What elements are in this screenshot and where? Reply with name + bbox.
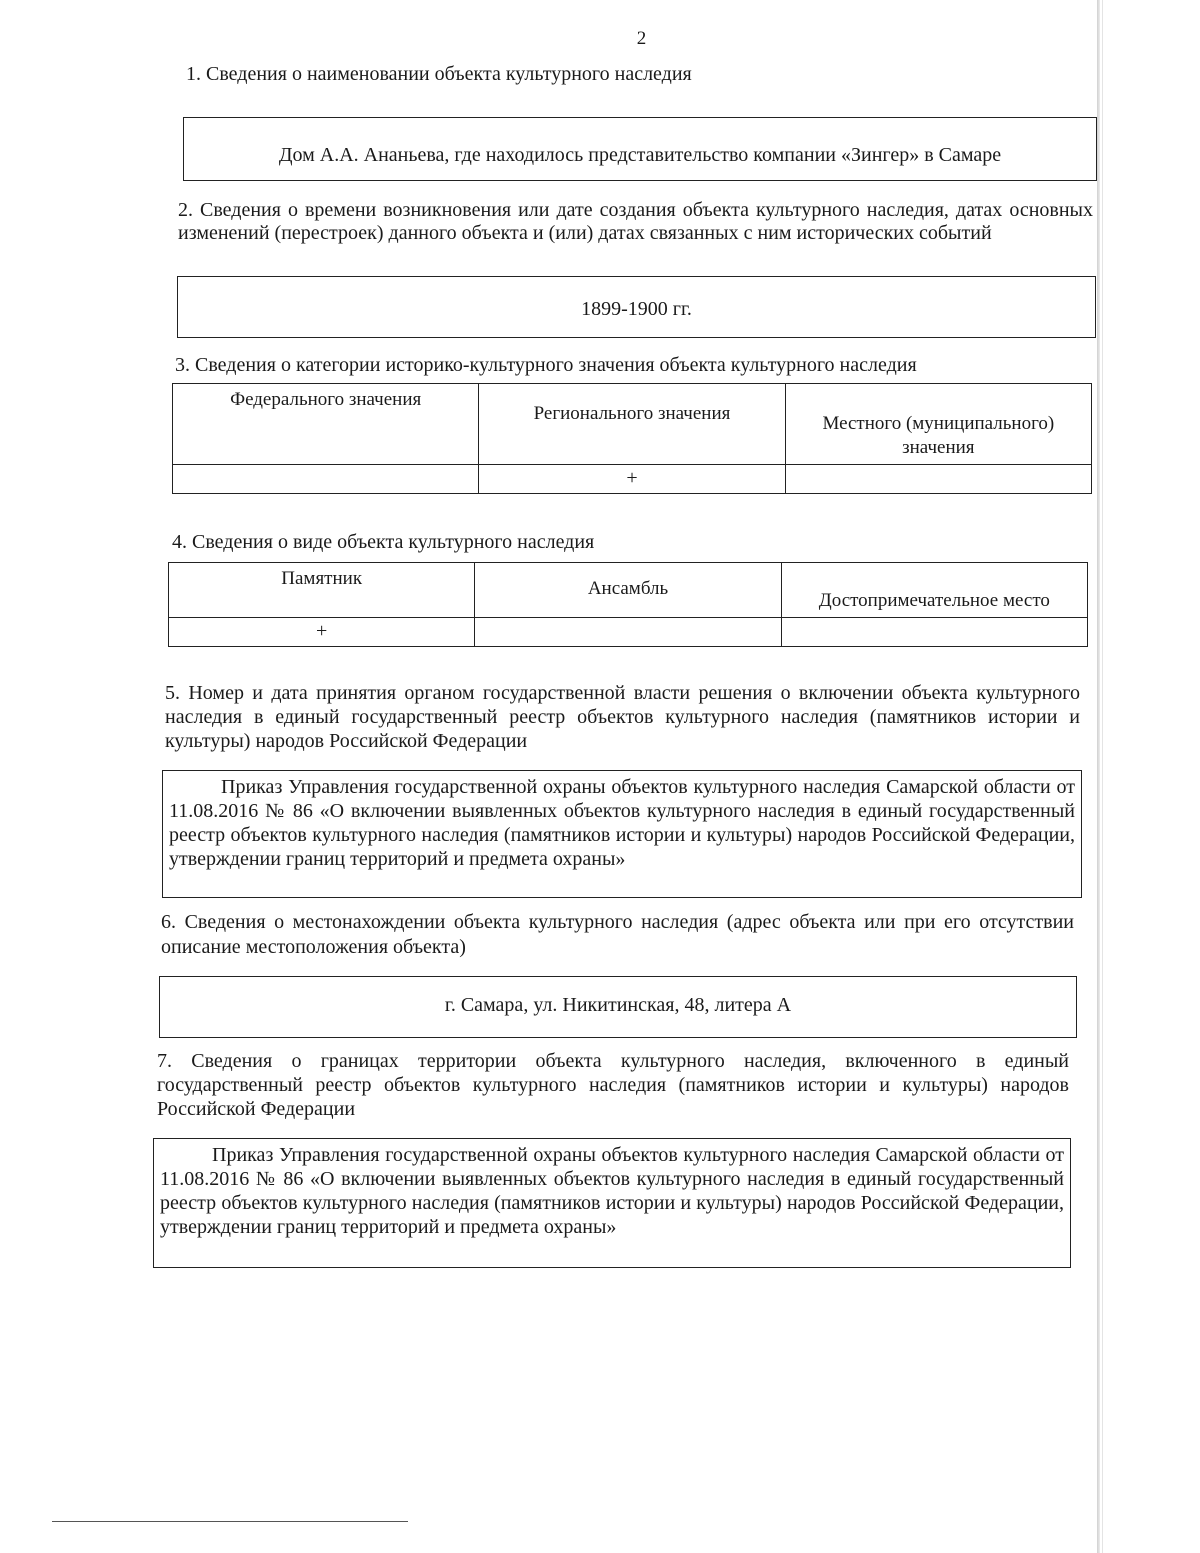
section-3-heading: 3. Сведения о категории историко-культурного значения объекта культурного наследия (175, 354, 917, 376)
section-4-mark-row (169, 618, 1088, 647)
section-4-heading: 4. Сведения о виде объекта культурного наследия (172, 531, 595, 553)
section-2-value: 1899-1900 гг. (177, 276, 1096, 338)
section-3-header-row (173, 384, 1092, 465)
section-3-table (172, 383, 1092, 494)
section-4-mark-monument: + (169, 618, 475, 647)
section-4-table (168, 562, 1088, 647)
section-3-mark-local (785, 465, 1091, 494)
section-7-value: Приказ Управления государственной охраны объектов культурного наследия Самарской области от 11.08.2016 № 86 «О включении выявленных объектов культурного наследия в единый государственный реестр объектов культурного наследия (памятников истории и культуры) народов Российской Федерации, утверждении границ территорий и предмета охраны» (153, 1138, 1071, 1268)
section-4-col-monument: Памятник (169, 563, 475, 618)
bottom-rule (52, 1521, 408, 1522)
scan-edge-secondary (1102, 0, 1103, 1553)
section-1-heading: 1. Сведения о наименовании объекта культурного наследия (186, 63, 692, 85)
section-4-col-ensemble: Ансамбль (475, 563, 781, 618)
section-3-mark-regional: + (479, 465, 785, 494)
section-6-heading: 6. Сведения о местонахождении объекта культурного наследия (адрес объекта или при его отсутствии описание местоположения объекта) (161, 911, 1074, 958)
page-number: 2 (636, 28, 647, 49)
section-3-col-regional: Регионального значения (479, 384, 785, 465)
section-5-value: Приказ Управления государственной охраны объектов культурного наследия Самарской области от 11.08.2016 № 86 «О включении выявленных объектов культурного наследия в единый государственный реестр объектов культурного наследия (памятников истории и культуры) народов Российской Федерации, утверждении границ территорий и предмета охраны» (162, 770, 1082, 898)
section-4-mark-landmark (781, 618, 1087, 647)
section-4-col-landmark: Достопримечательное место (781, 563, 1087, 618)
section-4-mark-ensemble (475, 618, 781, 647)
section-7-heading: 7. Сведения о границах территории объекта культурного наследия, включенного в единый государственный реестр объектов культурного наследия (памятников истории и культуры) народов Российской Федерации (157, 1050, 1069, 1120)
section-5-heading: 5. Номер и дата принятия органом государственной власти решения о включении объекта культурного наследия в единый государственный реестр объектов культурного наследия (памятников истории и культуры) народов Российской Федерации (165, 682, 1080, 752)
section-1-value: Дом А.А. Ананьева, где находилось представительство компании «Зингер» в Самаре (183, 117, 1097, 181)
scan-edge (1097, 0, 1100, 1553)
section-3-col-local: Местного (муниципального) значения (785, 384, 1091, 465)
section-3-mark-row (173, 465, 1092, 494)
section-3-col-federal: Федерального значения (173, 384, 479, 465)
section-2-heading: 2. Сведения о времени возникновения или дате создания объекта культурного наследия, датах основных изменений (перестроек) данного объекта и (или) датах связанных с ним исторических событий (178, 199, 1093, 244)
section-3-mark-federal (173, 465, 479, 494)
section-4-header-row (169, 563, 1088, 618)
section-6-value: г. Самара, ул. Никитинская, 48, литера А (159, 976, 1077, 1038)
